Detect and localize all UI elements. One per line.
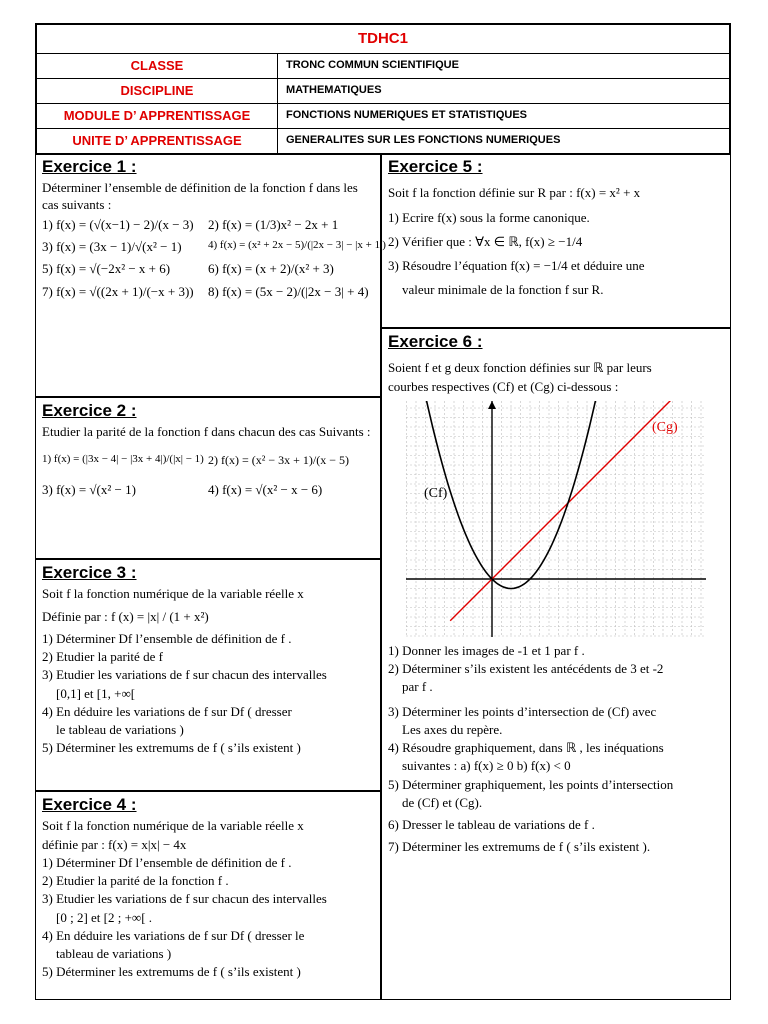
- exercise-4-title: Exercice 4 :: [42, 795, 137, 814]
- exercise-1-items: [42, 216, 386, 300]
- text-line: 6) Dresser le tableau de variations de f .: [388, 817, 595, 832]
- header-label: UNITE D’ APPRENTISSAGE: [37, 129, 278, 153]
- header-row-unite: [37, 129, 729, 153]
- list-item: 2) f(x) = (1/3)x² − 2x + 1: [208, 216, 339, 232]
- text-line: 5) Déterminer les extremums de f ( s’ils existent ): [42, 740, 301, 756]
- exercise-2-title: Exercice 2 :: [42, 401, 137, 420]
- header-table: [35, 23, 731, 155]
- text-line: Soit f la fonction numérique de la variable réelle x: [42, 586, 304, 602]
- text-line: 1) Ecrire f(x) sous la forme canonique.: [388, 209, 590, 225]
- text-line: 2) Déterminer s’ils existent les antécédents de 3 et -2: [388, 661, 664, 676]
- y-axis-arrow-icon: [488, 401, 496, 409]
- exercise-5-title: Exercice 5 :: [388, 157, 483, 176]
- list-item: 4) f(x) = (x² + 2x − 5)/(|2x − 3| − |x + 1|): [208, 239, 386, 251]
- header-value: FONCTIONS NUMERIQUES ET STATISTIQUES: [286, 109, 527, 121]
- text-line: suivantes : a) f(x) ≥ 0 b) f(x) < 0: [402, 758, 571, 774]
- text-line: par f .: [402, 679, 433, 695]
- text-line: 5) Déterminer graphiquement, les points d’intersection: [388, 776, 674, 792]
- text-line: 4) Résoudre graphiquement, dans ℝ , les inéquations: [388, 740, 664, 755]
- doc-title: TDHC1: [37, 25, 729, 54]
- text-line: [0 ; 2] et [2 ; +∞[ .: [56, 909, 153, 925]
- exercise-2: [35, 397, 381, 559]
- text-line: de (Cf) et (Cg).: [402, 794, 483, 810]
- list-item: 3) f(x) = (3x − 1)/√(x² − 1): [42, 239, 182, 254]
- list-item: 7) f(x) = √((2x + 1)/(−x + 3)): [42, 283, 194, 299]
- text-line: courbes respectives (Cf) et (Cg) ci-dessous :: [388, 378, 619, 394]
- text-line: 1) Déterminer Df l’ensemble de définition de f .: [42, 854, 292, 870]
- exercise-1-title: Exercice 1 :: [42, 157, 137, 176]
- text-line: 2) Etudier la parité de f: [42, 649, 163, 664]
- curve-cg-label: (Cg): [652, 419, 678, 435]
- exercise-5: [381, 153, 731, 328]
- list-item: 8) f(x) = (5x − 2)/(|2x − 3| + 4): [208, 283, 369, 299]
- exercise-3-title: Exercice 3 :: [42, 563, 137, 582]
- exercise-2-items: [42, 453, 374, 498]
- text-line: Les axes du repère.: [402, 721, 503, 737]
- text-line: 4) En déduire les variations de f sur Df ( dresser le: [42, 927, 305, 943]
- text-line: 3) Etudier les variations de f sur chacun des intervalles: [42, 667, 327, 683]
- list-item: 1) f(x) = (|3x − 4| − |3x + 4|)/(|x| − 1): [42, 452, 204, 465]
- exercise-1-intro: Déterminer l’ensemble de définition de la fonction f dans les cas suivants :: [42, 180, 358, 212]
- header-value: MATHEMATIQUES: [286, 84, 382, 96]
- header-label: MODULE D’ APPRENTISSAGE: [37, 104, 278, 128]
- text-line: 3) Résoudre l’équation f(x) = −1/4 et déduire une: [388, 258, 645, 273]
- text-line: 2) Vérifier que : ∀x ∈ ℝ, f(x) ≥ −1/4: [388, 233, 583, 249]
- header-label: DISCIPLINE: [37, 79, 278, 103]
- exercise-3: [35, 559, 381, 791]
- list-item: 2) f(x) = (x² − 3x + 1)/(x − 5): [208, 452, 349, 467]
- text-line: Soient f et g deux fonction définies sur ℝ par leurs: [388, 360, 652, 376]
- exercise-2-intro: Etudier la parité de la fonction f dans chacun des cas Suivants :: [42, 424, 371, 440]
- graph-grid: [406, 401, 706, 637]
- header-value: TRONC COMMUN SCIENTIFIQUE: [286, 59, 459, 71]
- curve-cf-label: (Cf): [424, 485, 448, 501]
- text-line: 1) Déterminer Df l’ensemble de définition de f .: [42, 630, 292, 646]
- exercise-6: [381, 328, 731, 1000]
- header-row-discipline: [37, 79, 729, 104]
- list-item: 4) f(x) = √(x² − x − 6): [208, 481, 323, 497]
- header-row-module: [37, 104, 729, 129]
- text-line: 7) Déterminer les extremums de f ( s’ils existent ).: [388, 839, 651, 855]
- function-graph: [406, 401, 706, 637]
- text-line: 5) Déterminer les extremums de f ( s’ils existent ): [42, 964, 301, 980]
- exercise-6-title: Exercice 6 :: [388, 332, 483, 351]
- exercise-4: [35, 791, 381, 1000]
- header-label: CLASSE: [37, 54, 278, 78]
- text-line: Soit f la fonction définie sur R par : f(x) = x² + x: [388, 185, 641, 201]
- text-line: tableau de variations ): [56, 946, 172, 961]
- text-line: le tableau de variations ): [56, 722, 184, 737]
- list-item: 6) f(x) = (x + 2)/(x² + 3): [208, 261, 334, 277]
- header-row-classe: [37, 54, 729, 79]
- text-line: 4) En déduire les variations de f sur Df ( dresser: [42, 703, 292, 719]
- header-value: GENERALITES SUR LES FONCTIONS NUMERIQUES: [286, 134, 561, 146]
- text-line: [0,1] et [1, +∞[: [56, 685, 136, 701]
- text-line: valeur minimale de la fonction f sur R.: [402, 282, 604, 298]
- exercise-1: [35, 153, 386, 397]
- text-line: 3) Etudier les variations de f sur chacun des intervalles: [42, 891, 327, 907]
- text-line: Soit f la fonction numérique de la variable réelle x: [42, 818, 304, 834]
- list-item: 1) f(x) = (√(x−1) − 2)/(x − 3): [42, 216, 194, 232]
- text-line: 1) Donner les images de -1 et 1 par f .: [388, 642, 585, 658]
- list-item: 5) f(x) = √(−2x² − x + 6): [42, 261, 171, 277]
- text-line: 2) Etudier la parité de la fonction f .: [42, 873, 229, 888]
- text-line: 3) Déterminer les points d’intersection de (Cf) avec: [388, 703, 657, 719]
- text-line: Définie par : f (x) = |x| / (1 + x²): [42, 608, 209, 624]
- list-item: 3) f(x) = √(x² − 1): [42, 481, 136, 497]
- text-line: définie par : f(x) = x|x| − 4x: [42, 836, 187, 852]
